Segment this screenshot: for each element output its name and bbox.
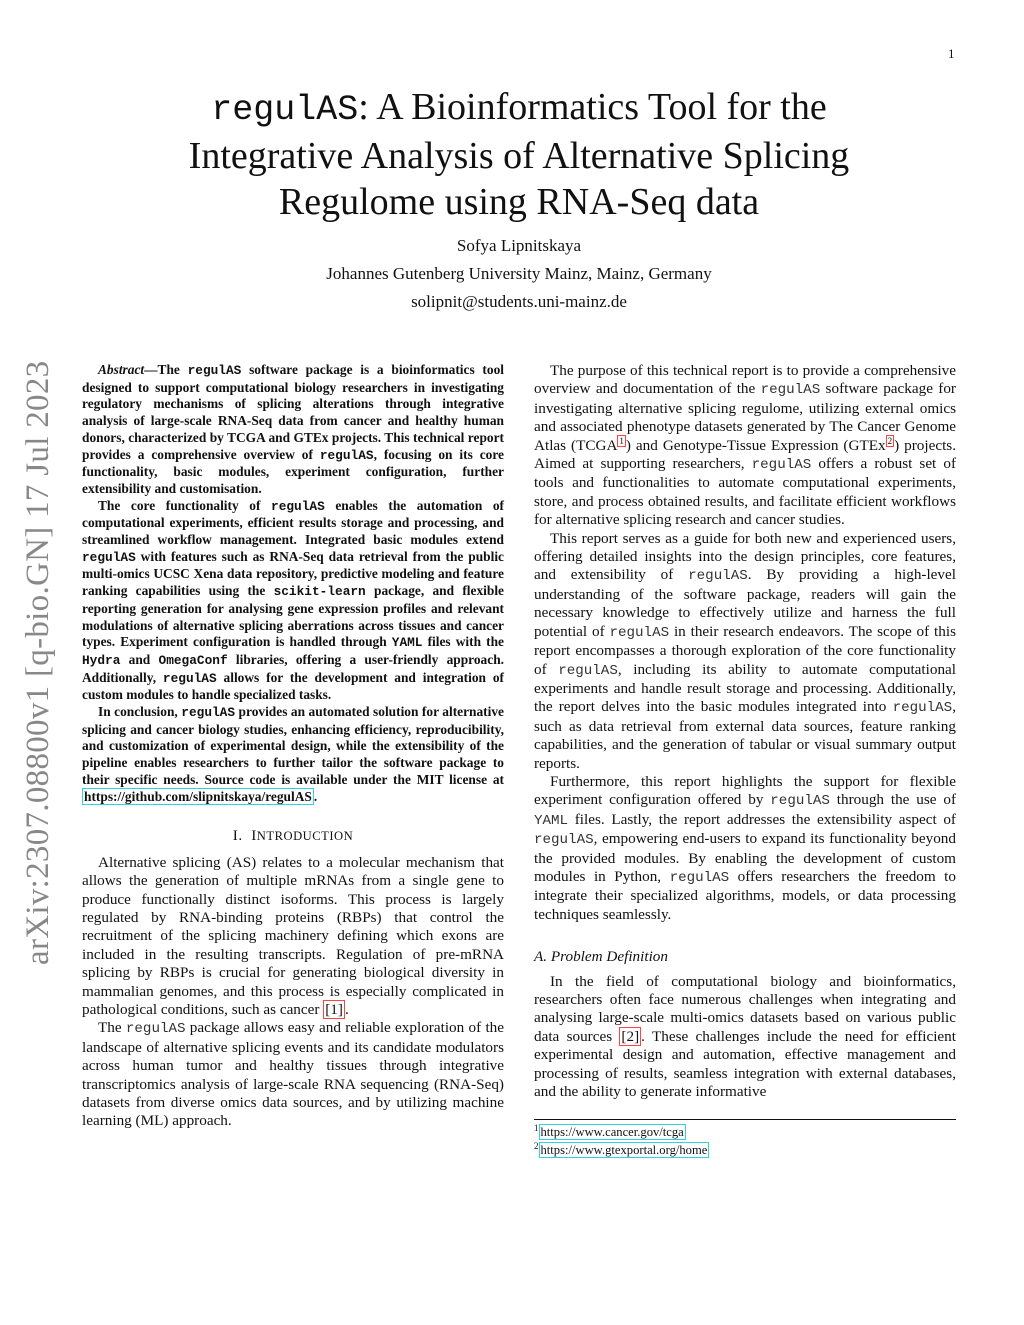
- tool-name: regulAS: [609, 624, 670, 641]
- body-text: . By providing a high-level understanding of the software package, readers will gain the necessary knowledge to effectively utilize and harness the full potential of: [534, 566, 956, 640]
- left-column: [82, 362, 504, 1131]
- body-text: . These challenges include the need for efficient experimental design and automation, effective management and processing of results, seamless integration with external databases, and the ability to generate informative: [534, 1027, 956, 1101]
- body-text: , such as data retrieval from external data sources, feature ranking capabilities, and the generation of tabular or visual summary output reports.: [534, 698, 956, 772]
- intro-paragraph-1: [82, 854, 504, 1020]
- tool-name: regulAS: [892, 700, 953, 717]
- body-text: ) projects. Aimed at supporting researchers,: [534, 436, 956, 473]
- abstract-label: Abstract: [98, 362, 145, 377]
- body-text: In the field of computational biology and bioinformatics, researchers often face numerous challenges when integrating and analysing large-scale multi-omics datasets based on various public data sources: [534, 972, 956, 1045]
- body-text: Furthermore, this report highlights the support for flexible experiment configuration offered by: [534, 772, 956, 809]
- body-text: files. Lastly, the report addresses the extensibility aspect of: [568, 810, 956, 828]
- abstract: [82, 362, 504, 805]
- body-text: .: [344, 1000, 349, 1018]
- tool-name: regulAS: [319, 447, 374, 463]
- tool-name: regulAS: [669, 869, 730, 886]
- abstract-text: enables the automation of computational experiments, efficient results storage and processing, and streamlined workflow management. Integrated basic modules extend: [82, 497, 504, 548]
- subsection-heading-problem-definition: A. Problem Definition: [534, 948, 668, 966]
- body-paragraph-4: [534, 973, 956, 1102]
- tool-name: regulAS: [271, 498, 325, 514]
- abstract-dash: —: [144, 362, 158, 377]
- package-name: scikit-learn: [273, 584, 366, 600]
- footnote-1-mark: 1: [534, 1122, 539, 1133]
- author-name: Sofya Lipnitskaya: [456, 236, 582, 255]
- body-text: offers a robust set of tools and functionalities to automate computational experiments, store, and process obtained results, and facilitate efficient workflows for alternative splicing research and cancer studies.: [534, 455, 957, 529]
- tool-name: regulAS: [181, 705, 236, 721]
- paper-title: [110, 84, 928, 225]
- body-text: in their research endeavors. The scope of this report encompasses a thorough exploration of the core functionality of: [534, 622, 956, 678]
- footnotes: [534, 1119, 956, 1158]
- author-email: solipnit@students.uni-mainz.de: [411, 292, 627, 311]
- body-text: The purpose of this technical report is to provide a comprehensive overview and documentation of the: [534, 362, 956, 398]
- tool-name: regulAS: [187, 363, 242, 378]
- format-name: YAML: [391, 635, 423, 651]
- body-text: The: [98, 1019, 126, 1037]
- section-heading-introduction: [82, 827, 504, 845]
- tool-name: regulAS: [751, 457, 812, 474]
- title-line2: Integrative Analysis of Alternative Splicing: [188, 135, 850, 177]
- library-name: Hydra: [82, 652, 121, 668]
- footnote-1-link[interactable]: https://www.cancer.gov/tcga: [540, 1125, 684, 1139]
- github-link[interactable]: https://github.com/slipnitskaya/regulAS: [84, 788, 312, 804]
- footnote-mark-2[interactable]: 2: [887, 435, 893, 446]
- title-tool-name: regulAS: [211, 90, 359, 130]
- body-text: package allows easy and reliable exploration of the landscape of alternative splicing events and its candidate modulators across human tumor and healthy tissues through integrative transcriptomics analysis of large-scale RNA sequencing (RNA-Seq) datasets from diverse omics data sources, and by utilizing machine learning (ML) approach.: [82, 1019, 504, 1130]
- footnote-2: [534, 1140, 956, 1158]
- footnote-2-mark: 2: [534, 1140, 539, 1151]
- footnote-rule: [534, 1119, 956, 1120]
- abstract-text: In conclusion,: [98, 704, 182, 720]
- arxiv-stamp: arXiv:2307.08800v1 [q-bio.GN] 17 Jul 2023: [20, 360, 56, 965]
- tool-name: regulAS: [82, 549, 136, 565]
- citation-1[interactable]: [1]: [325, 1000, 343, 1018]
- body-paragraph-2: [534, 530, 956, 773]
- footnote-1: [534, 1122, 956, 1140]
- section-heading-rest: NTRODUCTION: [256, 829, 354, 844]
- page-number: 1: [948, 46, 955, 61]
- body-text: ) and Genotype-Tissue Expression (GTEx: [625, 436, 886, 454]
- body-text: This report serves as a guide for both new and experienced users, offering detailed insights into the design principles, core features, and extensibility of: [534, 529, 956, 584]
- section-numeral: I.: [232, 827, 243, 845]
- abstract-text: libraries, offering a user-friendly approach. Additionally,: [82, 651, 504, 685]
- tool-name: regulAS: [688, 568, 748, 585]
- tool-name: regulAS: [760, 382, 821, 399]
- tool-name: regulAS: [558, 662, 618, 679]
- body-text: , including its ability to automate computational experiments and handle result storage and processing. Additionally, the report delves into the basic modules integrated into: [534, 660, 956, 716]
- footnote-mark-1[interactable]: 1: [619, 435, 624, 446]
- title-line3: Regulome using RNA-Seq data: [278, 181, 760, 223]
- citation-2[interactable]: [2]: [621, 1027, 640, 1045]
- abstract-text: , focusing on its core functionality, basic modules, experiment configuration, further extensibility and customisation.: [82, 446, 504, 496]
- right-column: [534, 362, 956, 1101]
- abstract-text: The: [157, 362, 188, 377]
- intro-paragraph-2: [82, 1019, 504, 1130]
- body-text: software package for investigating alternative splicing regulome, utilizing external omics and associated phenotype datasets generated by The Cancer Genome Atlas (TCGA: [534, 380, 956, 454]
- abstract-text: software package is a bioinformatics tool designed to support computational biology researchers in investigating regulatory mechanisms of splicing alterations through integrative analysis of large-scale RNA-Seq data from cancer and healthy human donors, characterized by TCGA and GTEx projects. This technical report provides a comprehensive overview of: [82, 362, 504, 462]
- body-paragraph-1: [534, 362, 956, 530]
- author-affiliation: Johannes Gutenberg University Mainz, Mainz, Germany: [326, 264, 712, 283]
- abstract-text: files with the: [422, 634, 504, 650]
- footnote-2-link[interactable]: https://www.gtexportal.org/home: [540, 1143, 708, 1157]
- body-text: Alternative splicing (AS) relates to a molecular mechanism that allows the generation of multiple mRNAs from a single gene to produce functionally distinct isoforms. This process is largely regulated by RNA-binding proteins (RBPs) that control the recruitment of the splicing machinery defining which exons are included in the resulting transcripts. Regulation of pre-mRNA splicing by RBPs is crucial for generating biological diversity in mammalian genomes, and this process is especially complicated in pathological conditions, such as cancer: [82, 853, 504, 1018]
- abstract-text: package, and flexible reporting generation for analysing gene expression profiles and relevant modulations of alternative splicing aberrations across tissues and cancer types. Experiment configuration is handled through: [82, 583, 504, 650]
- tool-name: regulAS: [162, 670, 217, 686]
- title-line1: : A Bioinformatics Tool for the: [358, 86, 827, 128]
- library-name: OmegaConf: [158, 652, 228, 668]
- format-name: YAML: [534, 812, 569, 829]
- abstract-text: provides an automated solution for alternative splicing and cancer biology studies, enhancing efficiency, reproducibility, and customization of experimental design, while the extensibility of the pipeline enables researchers to further tailor the software package to their specific needs. Source code is available under the MIT license at: [82, 704, 504, 787]
- abstract-text: allows for the development and integration of custom modules to handle specialized tasks.: [82, 669, 504, 703]
- abstract-paragraph-1: [82, 362, 504, 498]
- body-text: through the use of: [829, 791, 957, 809]
- abstract-paragraph-2: [82, 498, 504, 704]
- tool-name: regulAS: [125, 1021, 186, 1038]
- title-block: [110, 84, 928, 313]
- body-text: , empowering end-users to expand its functionality beyond the provided modules. By enabling the development of custom modules in Python,: [534, 830, 956, 885]
- section-heading-initial: I: [251, 827, 257, 845]
- tool-name: regulAS: [770, 793, 830, 810]
- abstract-text: and: [120, 651, 159, 667]
- body-text: offers researchers the freedom to integrate their specialized algorithms, models, or data processing techniques seamlessly.: [534, 867, 956, 923]
- body-paragraph-3: [534, 773, 956, 924]
- tool-name: regulAS: [534, 832, 594, 849]
- abstract-text: The core functionality of: [98, 497, 272, 513]
- abstract-text: with features such as RNA-Seq data retrieval from the public multi-omics UCSC Xena data repository, predictive modeling and feature ranking capabilities using the: [82, 548, 504, 599]
- abstract-text: .: [313, 788, 318, 804]
- abstract-paragraph-3: [82, 704, 504, 805]
